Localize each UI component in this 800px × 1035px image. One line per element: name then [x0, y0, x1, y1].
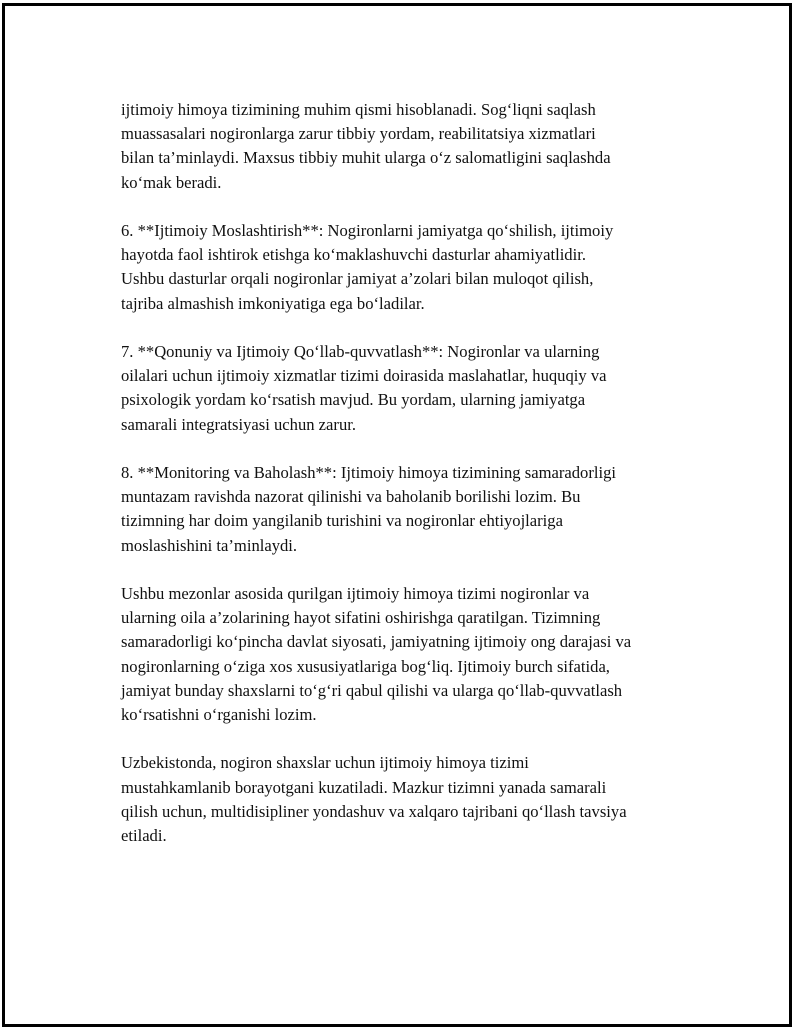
text-line: muntazam ravishda nazorat qilinishi va baholanib borilishi lozim. Bu: [121, 487, 581, 507]
text-line: samarali integratsiyasi uchun zarur.: [121, 414, 356, 434]
text-line: jamiyat bunday shaxslarni to‘g‘ri qabul qilishi va ularga qo‘llab-quvvatlash: [121, 680, 623, 700]
text-line: mustahkamlanib borayotgani kuzatiladi. Mazkur tizimni yanada samarali: [121, 777, 607, 797]
text-line: ijtimoiy himoya tizimining muhim qismi hisoblanadi. Sog‘liqni saqlash: [121, 100, 596, 119]
text-line: 6. **Ijtimoiy Moslashtirish**: Nogironlarni jamiyatga qo‘shilish, ijtimoiy: [121, 221, 614, 240]
text-line: tizimning har doim yangilanib turishini va nogironlar ehtiyojlariga: [121, 511, 563, 531]
text-line: oilalari uchun ijtimoiy xizmatlar tizimi doirasida maslahatlar, huquqiy va: [121, 366, 607, 386]
text-line: hayotda faol ishtirok etishga ko‘maklashuvchi dasturlar ahamiyatlidir.: [121, 245, 586, 265]
text-line: moslashishini ta’minlaydi.: [121, 535, 298, 555]
text-line: Ushbu dasturlar orqali nogironlar jamiyat a’zolari bilan muloqot qilish,: [121, 269, 594, 289]
paragraph-item-7-legal-support: [121, 340, 701, 437]
page-frame: [2, 3, 792, 1027]
text-line: bilan ta’minlaydi. Maxsus tibbiy muhit ularga o‘z salomatligini saqlashda: [121, 148, 611, 168]
text-line: 8. **Monitoring va Baholash**: Ijtimoiy himoya tizimining samaradorligi: [121, 463, 616, 482]
document-body: [121, 98, 701, 872]
text-line: ularning oila a’zolarining hayot sifatini oshirishga qaratilgan. Tizimning: [121, 608, 601, 628]
text-line: ko‘mak beradi.: [121, 172, 222, 192]
paragraph-item-8-monitoring: [121, 461, 701, 558]
text-line: nogironlarning o‘ziga xos xususiyatlariga bog‘liq. Ijtimoiy burch sifatida,: [121, 656, 610, 676]
paragraph-conclusion: [121, 751, 701, 848]
text-line: qilish uchun, multidisipliner yondashuv va xalqaro tajribani qo‘llash tavsiya: [121, 801, 627, 821]
paragraph-summary: [121, 582, 701, 727]
text-line: Uzbekistonda, nogiron shaxslar uchun ijtimoiy himoya tizimi: [121, 753, 529, 773]
text-line: etiladi.: [121, 826, 167, 846]
text-line: psixologik yordam ko‘rsatish mavjud. Bu yordam, ularning jamiyatga: [121, 390, 586, 410]
paragraph-item-6-social-adaptation: [121, 219, 701, 316]
text-line: Ushbu mezonlar asosida qurilgan ijtimoiy himoya tizimi nogironlar va: [121, 584, 590, 603]
paragraph-healthcare: [121, 98, 701, 195]
text-line: samaradorligi ko‘pincha davlat siyosati, jamiyatning ijtimoiy ong darajasi va: [121, 632, 632, 652]
text-line: tajriba almashish imkoniyatiga ega bo‘ladilar.: [121, 293, 425, 313]
text-line: ko‘rsatishni o‘rganishi lozim.: [121, 705, 317, 725]
text-line: 7. **Qonuniy va Ijtimoiy Qo‘llab-quvvatlash**: Nogironlar va ularning: [121, 342, 600, 361]
text-line: muassasalari nogironlarga zarur tibbiy yordam, reabilitatsiya xizmatlari: [121, 124, 596, 144]
